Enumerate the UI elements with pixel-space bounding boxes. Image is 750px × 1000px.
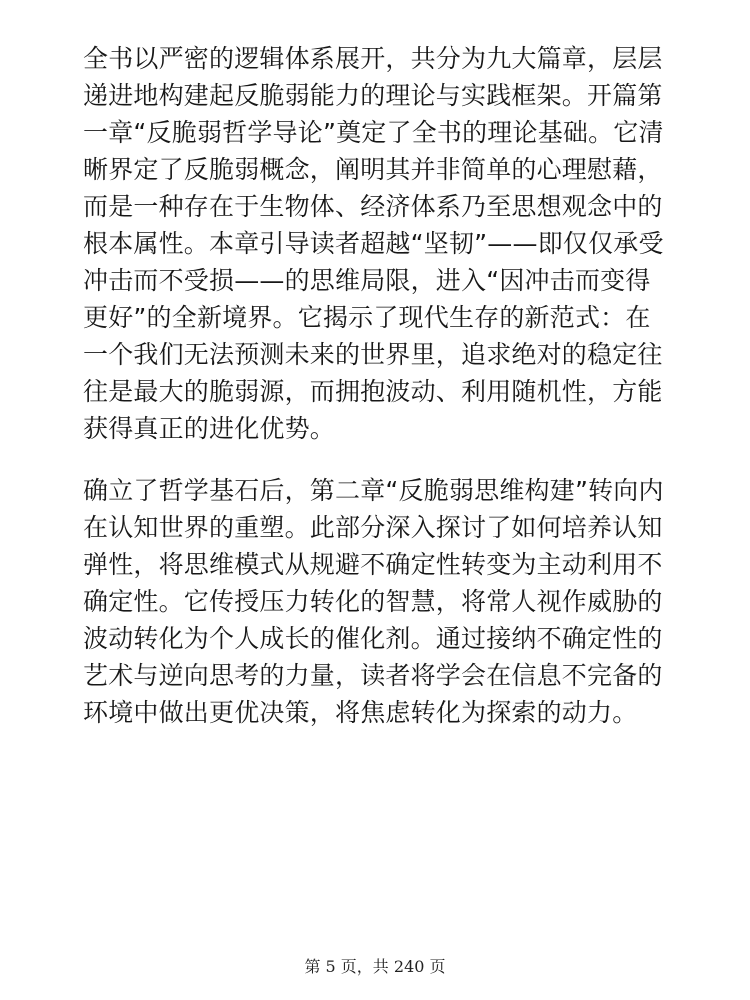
page-number-footer: 第 5 页，共 240 页: [304, 957, 446, 976]
paragraph-1: 全书以严密的逻辑体系展开，共分为九大篇章，层层递进地构建起反脆弱能力的理论与实践框架。开篇第一章“反脆弱哲学导论”奠定了全书的理论基础。它清晰界定了反脆弱概念，阐明其并非简单的心理慰藉，而是一种存在于生物体、经济体系乃至思想观念中的根本属性。本章引导读者超越“坚韧”——即仅仅承受冲击而不受损——的思维局限，进入“因冲击而变得更好”的全新境界。它揭示了现代生存的新范式：在一个我们无法预测未来的世界里，追求绝对的稳定往往是最大的脆弱源，而拥抱波动、利用随机性，方能获得真正的进化优势。: [83, 44, 664, 443]
page-body: [83, 40, 675, 731]
paragraph-2: 确立了哲学基石后，第二章“反脆弱思维构建”转向内在认知世界的重塑。此部分深入探讨了如何培养认知弹性，将思维模式从规避不确定性转变为主动利用不确定性。它传授压力转化的智慧，将常人视作威胁的波动转化为个人成长的催化剂。通过接纳不确定性的艺术与逆向思考的力量，读者将学会在信息不完备的环境中做出更优决策，将焦虑转化为探索的动力。: [83, 476, 664, 727]
